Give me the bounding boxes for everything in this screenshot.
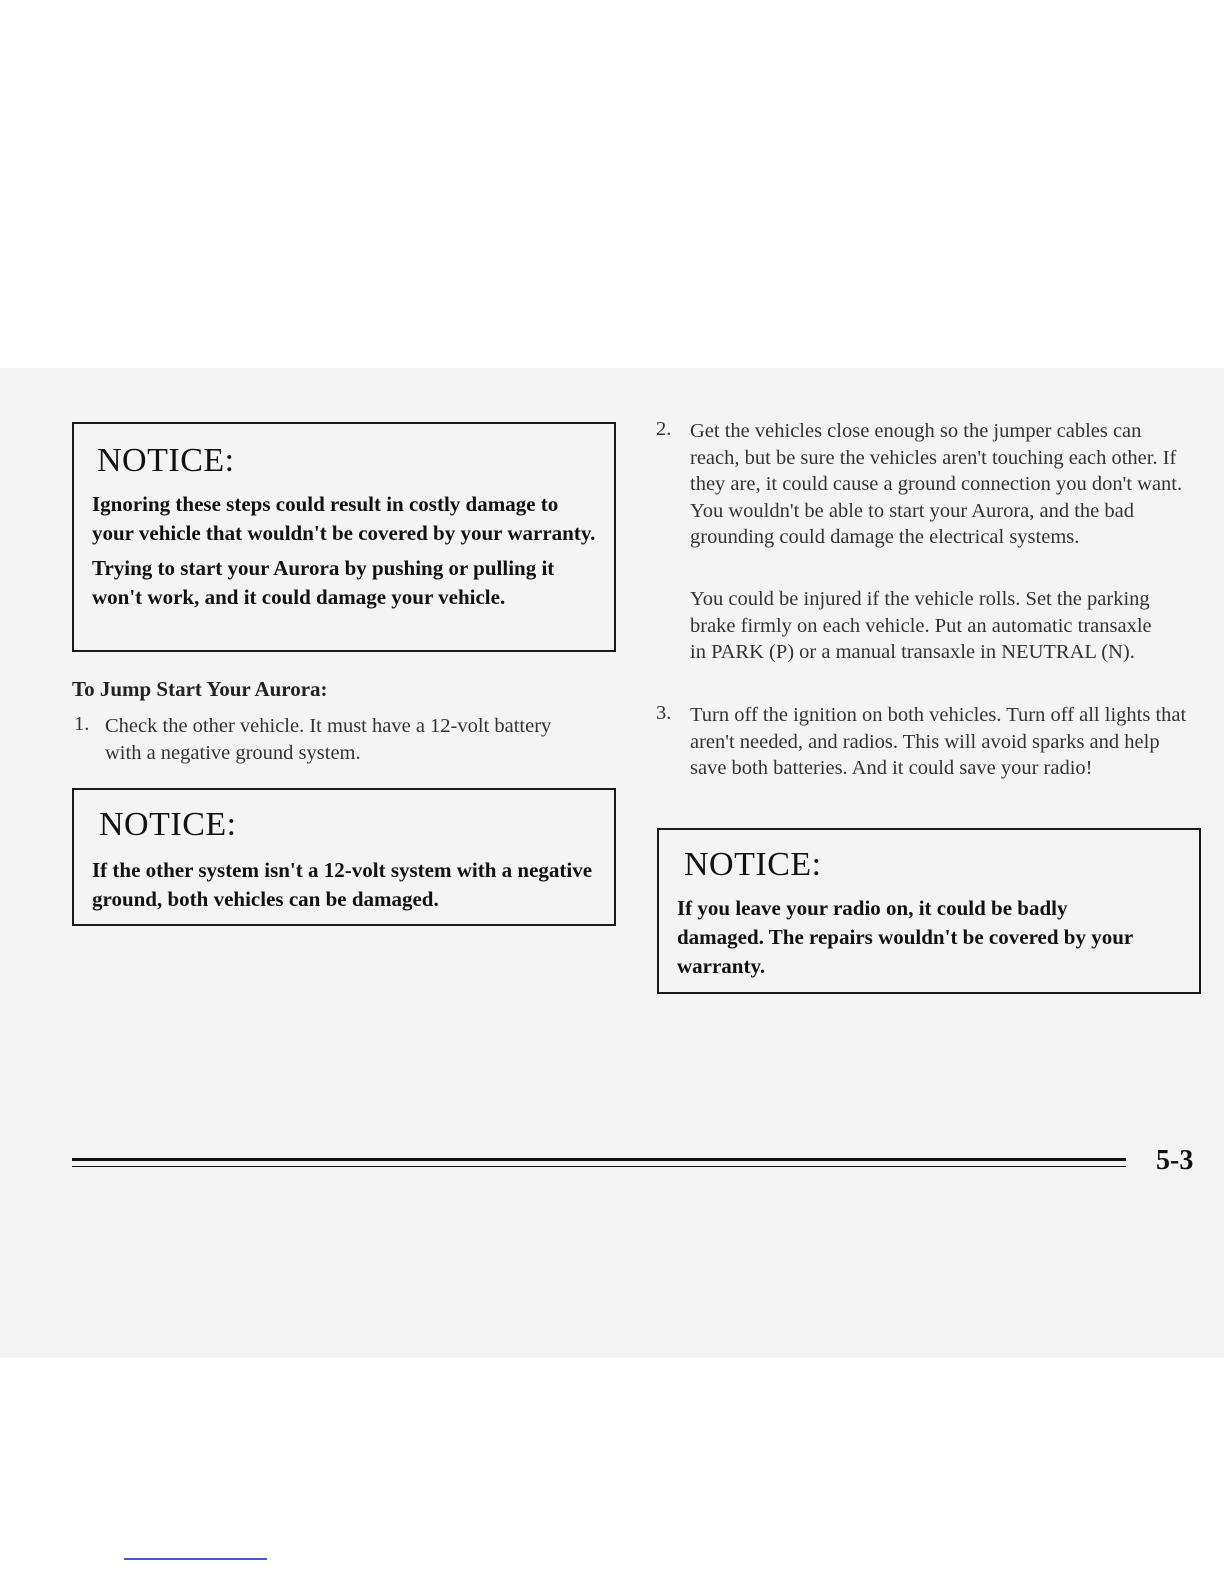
footer-rule: [72, 1166, 1126, 1167]
section-heading: To Jump Start Your Aurora:: [72, 677, 328, 701]
notice-box-voltage: [72, 788, 616, 926]
footer-rule: [72, 1158, 1126, 1161]
step-number: 1.: [74, 713, 90, 735]
step-text: You could be injured if the vehicle rolls. Set the parking brake firmly on each vehicle. Put an automatic transaxle in PARK (P) or a manual transaxle in NEUTRAL (N).: [690, 588, 1152, 663]
notice-title: NOTICE:: [97, 442, 235, 479]
notice-text: If you leave your radio on, it could be badly damaged. The repairs wouldn't be covered by your warranty.: [677, 896, 1133, 978]
notice-text: Trying to start your Aurora by pushing or pulling it won't work, and it could damage your vehicle.: [92, 556, 555, 609]
notice-text: Ignoring these steps could result in costly damage to your vehicle that wouldn't be covered by your warranty.: [92, 492, 596, 545]
notice-title: NOTICE:: [99, 806, 237, 843]
step-number: 3.: [656, 702, 672, 724]
bottom-mark: [124, 1558, 267, 1560]
step-number: 2.: [656, 418, 672, 440]
page-number: 5-3: [1156, 1145, 1194, 1176]
step-text: Check the other vehicle. It must have a 12-volt battery with a negative ground system.: [105, 715, 552, 764]
notice-box-radio: [657, 828, 1201, 994]
step-text: Get the vehicles close enough so the jumper cables can reach, but be sure the vehicles aren't touching each other. If they are, it could cause a ground connection you don't want. You wouldn't be able to start your Aurora, and the bad grounding could damage the electrical systems.: [690, 420, 1183, 548]
notice-title: NOTICE:: [684, 846, 822, 883]
notice-box-damage: [72, 422, 616, 652]
notice-text: If the other system isn't a 12-volt system with a negative ground, both vehicles can be damaged.: [92, 858, 593, 911]
step-text: Turn off the ignition on both vehicles. Turn off all lights that aren't needed, and radios. This will avoid sparks and help save both batteries. And it could save your radio!: [690, 704, 1187, 779]
